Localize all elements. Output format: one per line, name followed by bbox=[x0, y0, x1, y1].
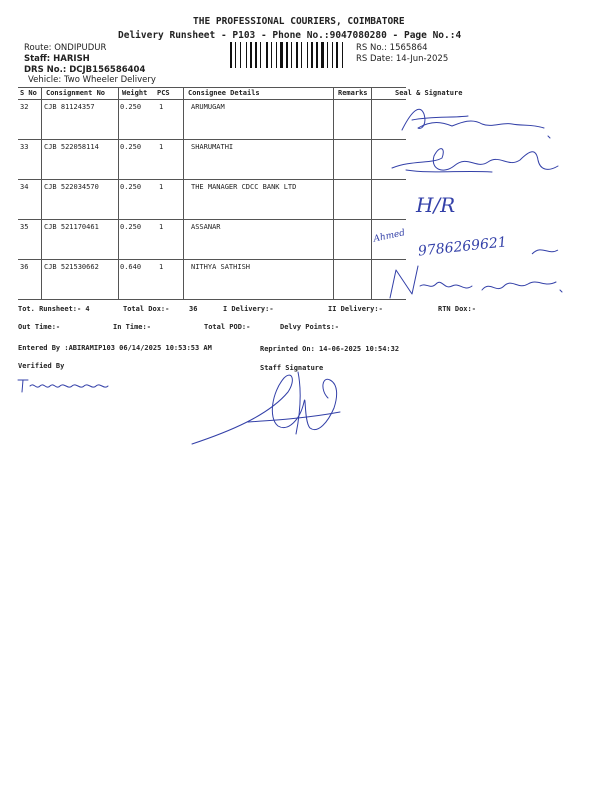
row-pcs: 1 bbox=[159, 263, 164, 271]
row-consignment: CJB 522058114 bbox=[44, 143, 99, 151]
rs-date: RS Date: 14-Jun-2025 bbox=[356, 54, 449, 64]
row-sno: 34 bbox=[20, 183, 29, 191]
row-consignee: THE MANAGER CDCC BANK LTD bbox=[191, 183, 297, 191]
row-consignment: CJB 81124357 bbox=[44, 103, 95, 111]
reprinted-on: Reprinted On: 14-06-2025 10:54:32 bbox=[260, 345, 400, 353]
verified-by-signature bbox=[16, 376, 116, 396]
staff-signature-label: Staff Signature bbox=[260, 364, 324, 372]
delvy-points: Delvy Points:- bbox=[280, 323, 340, 331]
total-dox-label: Total Dox:- bbox=[123, 305, 170, 313]
i-delivery: I Delivery:- bbox=[223, 305, 274, 313]
row-consignee: SHARUMATHI bbox=[191, 143, 234, 151]
rtn-dox: RTN Dox:- bbox=[438, 305, 476, 313]
runsheet-subtitle: Delivery Runsheet - P103 - Phone No.:9047080280 - Page No.:4 bbox=[118, 30, 462, 41]
row-weight: 0.250 bbox=[120, 183, 142, 191]
row-consignment: CJB 521170461 bbox=[44, 223, 99, 231]
signature-row-33 bbox=[372, 140, 572, 180]
svg-text:H/R: H/R bbox=[416, 193, 456, 217]
company-title: THE PROFESSIONAL COURIERS, COIMBATORE bbox=[193, 16, 405, 27]
signature-row-32 bbox=[372, 100, 572, 140]
vehicle-label: Vehicle: Two Wheeler Delivery bbox=[28, 75, 156, 85]
verified-by-label: Verified By bbox=[18, 362, 65, 370]
svg-text:9786269621: 9786269621 bbox=[417, 234, 508, 260]
entered-by: Entered By :ABIRAMIP103 06/14/2025 10:53:53 AM bbox=[18, 344, 212, 352]
row-pcs: 1 bbox=[159, 223, 164, 231]
out-time: Out Time:- bbox=[18, 323, 61, 331]
row-consignment: CJB 521530662 bbox=[44, 263, 99, 271]
total-pod: Total POD:- bbox=[204, 323, 251, 331]
row-pcs: 1 bbox=[159, 143, 164, 151]
row-pcs: 1 bbox=[159, 183, 164, 191]
in-time: In Time:- bbox=[113, 323, 151, 331]
row-sno: 35 bbox=[20, 223, 29, 231]
row-weight: 0.250 bbox=[120, 103, 142, 111]
row-weight: 0.640 bbox=[120, 263, 142, 271]
row-sno: 36 bbox=[20, 263, 29, 271]
row-pcs: 1 bbox=[159, 103, 164, 111]
col-header-signature: Seal & Signature bbox=[395, 89, 463, 97]
ii-delivery: II Delivery:- bbox=[328, 305, 383, 313]
row-consignment: CJB 522034570 bbox=[44, 183, 99, 191]
row-sno: 33 bbox=[20, 143, 29, 151]
staff-label: Staff: HARISH bbox=[24, 54, 90, 64]
col-header-consignment: Consignment No bbox=[46, 89, 106, 97]
col-header-remarks: Remarks bbox=[338, 89, 368, 97]
total-dox-value: 36 bbox=[189, 305, 198, 313]
row-sno: 32 bbox=[20, 103, 29, 111]
handwriting-row-35 bbox=[372, 220, 572, 260]
handwriting-row-34 bbox=[372, 180, 572, 220]
col-header-pcs: PCS bbox=[157, 89, 170, 97]
rs-number: RS No.: 1565864 bbox=[356, 43, 428, 53]
staff-signature bbox=[188, 362, 358, 452]
row-consignee: ASSANAR bbox=[191, 223, 221, 231]
signature-row-36 bbox=[372, 260, 572, 302]
drs-number: DRS No.: DCJB156586404 bbox=[24, 65, 146, 75]
total-runsheet: Tot. Runsheet:- 4 bbox=[18, 305, 90, 313]
row-weight: 0.250 bbox=[120, 223, 142, 231]
row-weight: 0.250 bbox=[120, 143, 142, 151]
col-header-weight: Weight bbox=[122, 89, 148, 97]
row-consignee: NITHYA SATHISH bbox=[191, 263, 251, 271]
svg-text:Ahmed: Ahmed bbox=[372, 228, 407, 245]
col-header-consignee: Consignee Details bbox=[188, 89, 260, 97]
route-label: Route: ONDIPUDUR bbox=[24, 43, 107, 53]
row-consignee: ARUMUGAM bbox=[191, 103, 225, 111]
col-header-sno: S No bbox=[20, 89, 37, 97]
barcode bbox=[230, 42, 348, 68]
